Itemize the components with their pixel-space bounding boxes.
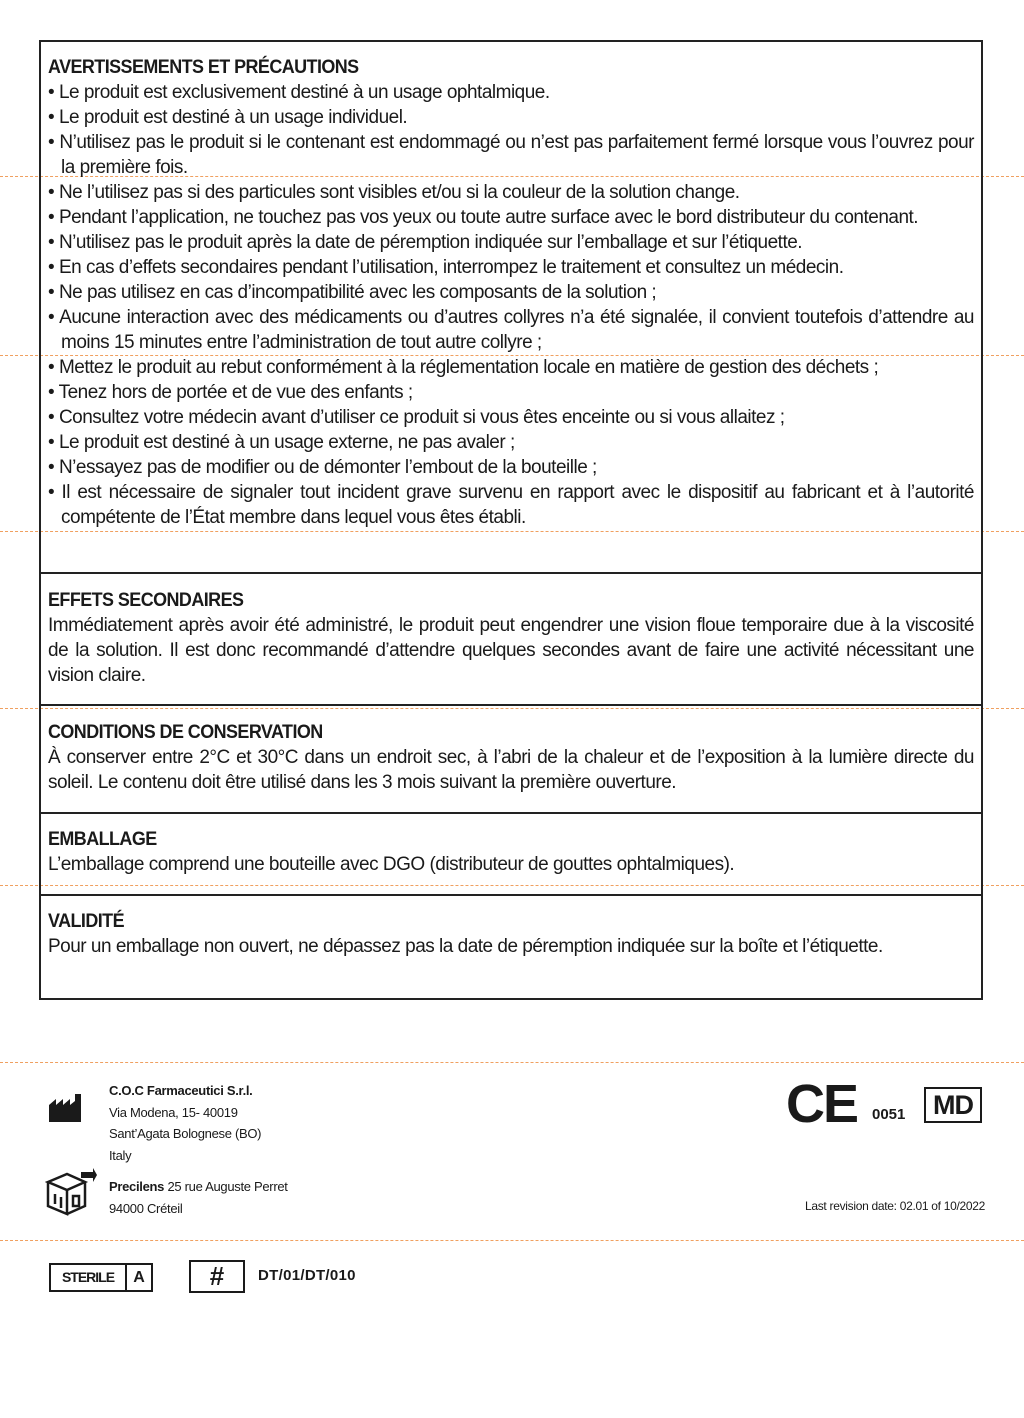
storage-text: À conserver entre 2°C et 30°C dans un endroit sec, à l’abri de la chaleur et de l’exposition à la lumière directe du soleil. Le contenu doit être utilisé dans les 3 mois suivant la première ouverture. bbox=[48, 747, 974, 793]
notified-body-number: 0051 bbox=[872, 1106, 906, 1123]
warning-item: • En cas d’effets secondaires pendant l’utilisation, interrompez le traitement et consultez un médecin. bbox=[48, 255, 974, 280]
warning-item: • Le produit est destiné à un usage individuel. bbox=[48, 105, 974, 130]
packaging-section bbox=[41, 826, 981, 877]
warning-item: • Le produit est destiné à un usage externe, ne pas avaler ; bbox=[48, 430, 974, 455]
warning-item: • Pendant l’application, ne touchez pas vos yeux ou toute autre surface avec le bord distributeur du contenant. bbox=[48, 205, 974, 230]
warning-item: • Aucune interaction avec des médicaments ou d’autres collyres n’a été signalée, il convient toutefois d’attendre au moins 15 minutes entre l’administration de tout autre collyre ; bbox=[48, 305, 974, 355]
distributor-icon bbox=[45, 1168, 97, 1218]
sterile-label: STERILE bbox=[51, 1265, 127, 1290]
divider bbox=[41, 812, 981, 814]
lot-symbol: # bbox=[189, 1260, 245, 1293]
md-mark: MD bbox=[924, 1087, 982, 1123]
storage-section bbox=[41, 719, 981, 795]
ce-mark: CE bbox=[786, 1074, 858, 1134]
manufacturer-address2: Sant’Agata Bolognese (BO) bbox=[109, 1126, 262, 1141]
sterile-type: A bbox=[133, 1269, 145, 1286]
warnings-list bbox=[48, 80, 974, 530]
side-effects-title: EFFETS SECONDAIRES bbox=[48, 589, 244, 611]
manufacturer-block bbox=[109, 1080, 261, 1166]
distributor-name: Precilens bbox=[109, 1179, 165, 1194]
print-guide-line bbox=[0, 1062, 1024, 1063]
lot-code: DT/01/DT/010 bbox=[258, 1267, 356, 1284]
manufacturer-name: C.O.C Farmaceutici S.r.l. bbox=[109, 1083, 253, 1098]
divider bbox=[41, 704, 981, 706]
storage-title: CONDITIONS DE CONSERVATION bbox=[48, 721, 323, 743]
warning-item: • Consultez votre médecin avant d’utiliser ce produit si vous êtes enceinte ou si vous allaitez ; bbox=[48, 405, 974, 430]
leaflet-box bbox=[39, 40, 983, 1000]
warning-item: • Le produit est exclusivement destiné à un usage ophtalmique. bbox=[48, 80, 974, 105]
warning-item: • Tenez hors de portée et de vue des enfants ; bbox=[48, 380, 974, 405]
warning-item: • Il est nécessaire de signaler tout incident grave survenu en rapport avec le dispositif au fabricant et à l’autorité compétente de l’État membre dans lequel vous êtes établi. bbox=[48, 480, 974, 530]
warning-item: • N’utilisez pas le produit si le contenant est endommagé ou n’est pas parfaitement fermé lorsque vous l’ouvrez pour la première fois. bbox=[48, 130, 974, 180]
warnings-section bbox=[41, 54, 981, 530]
validity-title: VALIDITÉ bbox=[48, 910, 124, 932]
warning-item: • N’utilisez pas le produit après la date de péremption indiquée sur l’emballage et sur l’étiquette. bbox=[48, 230, 974, 255]
warning-item: • Ne l’utilisez pas si des particules sont visibles et/ou si la couleur de la solution change. bbox=[48, 180, 974, 205]
manufacturer-country: Italy bbox=[109, 1147, 132, 1163]
side-effects-section bbox=[41, 587, 981, 688]
distributor-address2: 94000 Créteil bbox=[109, 1200, 183, 1216]
distributor-block bbox=[109, 1176, 288, 1219]
revision-date: Last revision date: 02.01 of 10/2022 bbox=[804, 1199, 985, 1213]
packaging-text: L’emballage comprend une bouteille avec DGO (distributeur de gouttes ophtalmiques). bbox=[48, 854, 735, 875]
divider bbox=[41, 572, 981, 574]
divider bbox=[41, 894, 981, 896]
validity-text: Pour un emballage non ouvert, ne dépassez pas la date de péremption indiquée sur la boîte et l’étiquette. bbox=[48, 936, 883, 957]
validity-section bbox=[41, 908, 981, 959]
warning-item: • N’essayez pas de modifier ou de démonter l’embout de la bouteille ; bbox=[48, 455, 974, 480]
manufacturer-address1: Via Modena, 15- 40019 bbox=[109, 1104, 238, 1120]
side-effects-text: Immédiatement après avoir été administré, le produit peut engendrer une vision floue temporaire due à la viscosité de la solution. Il est donc recommandé d’attendre quelques secondes avant de faire une activité nécessitant une vision claire. bbox=[48, 615, 974, 686]
packaging-title: EMBALLAGE bbox=[48, 828, 157, 850]
warning-item: • Ne pas utilisez en cas d’incompatibilité avec les composants de la solution ; bbox=[48, 280, 974, 305]
manufacturer-icon bbox=[48, 1093, 84, 1123]
warnings-title: AVERTISSEMENTS ET PRÉCAUTIONS bbox=[48, 56, 359, 78]
sterile-symbol bbox=[49, 1263, 153, 1292]
warning-item: • Mettez le produit au rebut conformément à la réglementation locale en matière de gestion des déchets ; bbox=[48, 355, 974, 380]
print-guide-line bbox=[0, 1240, 1024, 1241]
distributor-address1: 25 rue Auguste Perret bbox=[167, 1179, 288, 1194]
